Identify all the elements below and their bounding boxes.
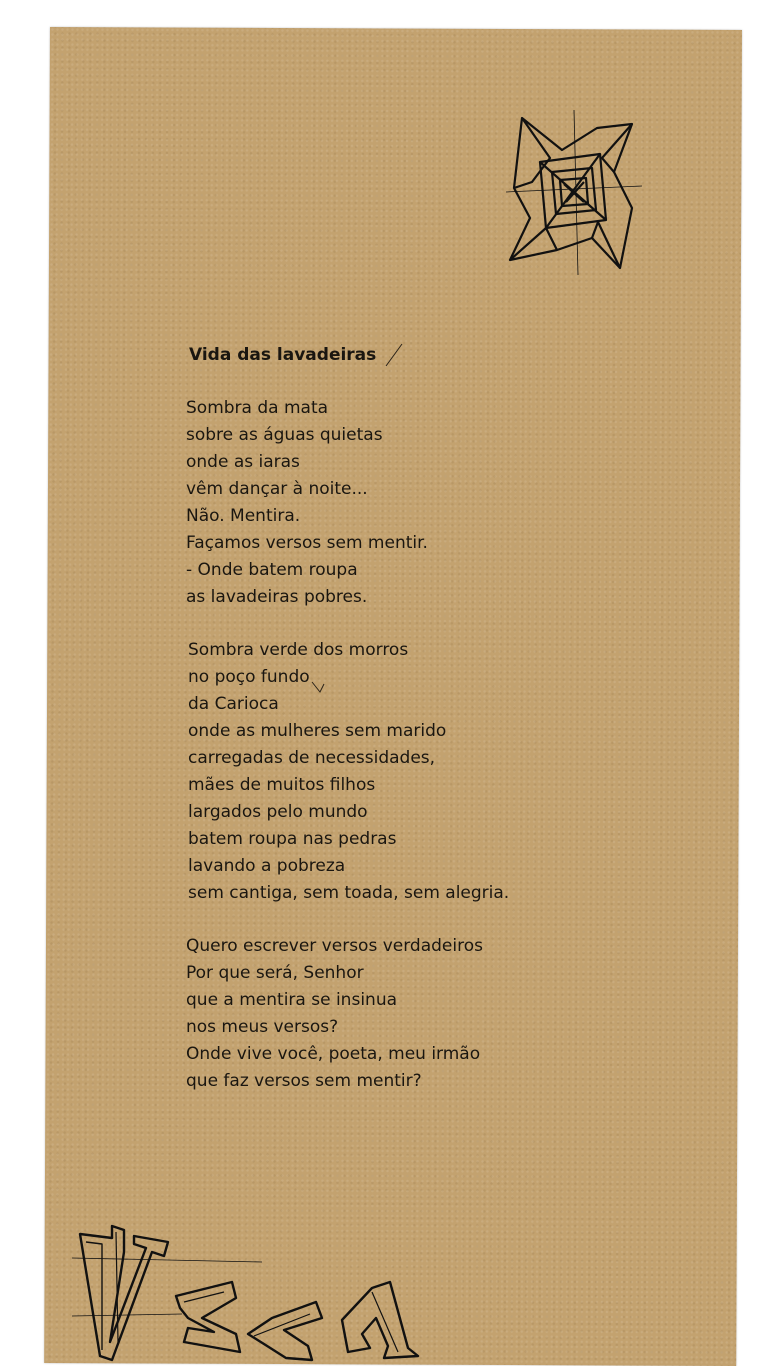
poem-line: as lavadeiras pobres. [186,587,368,607]
poem-line: no poço fundo [188,667,310,687]
poem-line: nos meus versos? [186,1017,339,1037]
poem-line: lavando a pobreza [188,856,346,876]
poem-line: mães de muitos filhos [188,775,376,795]
pencil-mark [310,680,326,700]
hand-drawn-monogram-icon [72,1222,422,1363]
poem-line: que faz versos sem mentir? [186,1071,422,1091]
poem-line: Sombra da mata [186,398,329,418]
poem [186,342,566,1121]
poem-line: Quero escrever versos verdadeiros [186,936,483,956]
poem-stanza [186,395,566,611]
poem-stanza [186,933,566,1095]
poem-line: onde as iaras [186,452,300,472]
poem-line: que a mentira se insinua [186,990,398,1010]
poem-stanza [188,637,566,907]
poem-line: sobre as águas quietas [186,425,383,445]
poem-line: batem roupa nas pedras [188,829,397,849]
poem-line: Sombra verde dos morros [188,640,409,660]
poem-title: Vida das lavadeiras [189,345,377,365]
poem-line: Não. Mentira. [186,506,301,526]
poem-line: carregadas de necessidades, [188,748,436,768]
geometric-knot-emblem-icon [502,110,642,275]
poem-line: Onde vive você, poeta, meu irmão [186,1044,481,1064]
poem-line: largados pelo mundo [188,802,368,822]
poem-line: vêm dançar à noite... [186,479,368,499]
pencil-mark [384,342,404,368]
poem-line: Por que será, Senhor [186,963,364,983]
poem-stanzas [186,395,566,1095]
poem-line: da Carioca [188,694,279,714]
poem-line: - Onde batem roupa [186,560,358,580]
poem-line: onde as mulheres sem marido [188,721,447,741]
poem-line: sem cantiga, sem toada, sem alegria. [188,883,510,903]
poem-line: Façamos versos sem mentir. [186,533,428,553]
